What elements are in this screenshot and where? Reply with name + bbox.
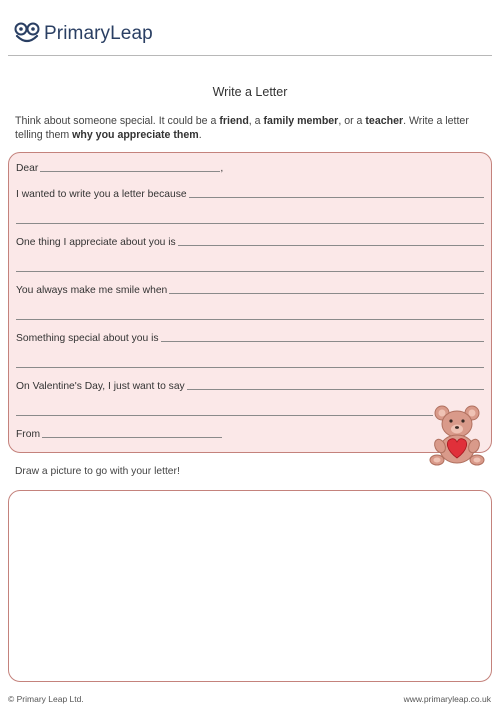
prompt-2-label: One thing I appreciate about you is bbox=[16, 237, 176, 248]
dear-label: Dear bbox=[16, 163, 39, 174]
keyword-teacher: teacher bbox=[365, 115, 404, 127]
prompt-5-label: On Valentine's Day, I just want to say bbox=[16, 381, 185, 392]
header-divider bbox=[8, 55, 492, 56]
prompt-1-blank[interactable] bbox=[189, 196, 484, 198]
prompt-3-blank[interactable] bbox=[169, 292, 484, 294]
prompt-row-5[interactable] bbox=[16, 381, 484, 392]
prompt-4-label: Something special about you is bbox=[16, 333, 159, 344]
prompt-5-blank[interactable] bbox=[187, 388, 484, 390]
brand-logo bbox=[14, 20, 153, 48]
prompt-3-label: You always make me smile when bbox=[16, 285, 168, 296]
writing-line[interactable] bbox=[16, 415, 433, 416]
teddy-bear-heart-icon bbox=[428, 404, 486, 466]
dear-comma: , bbox=[220, 163, 224, 174]
prompt-row-2[interactable] bbox=[16, 237, 484, 248]
prompt-row-3[interactable] bbox=[16, 285, 484, 296]
writing-line[interactable] bbox=[16, 319, 484, 320]
instructions: Think about someone special. It could be a friend, a family member, or a teacher. Write a letter telling them why you appreciate them. bbox=[15, 115, 469, 141]
keyword-appreciate: why you appreciate them bbox=[72, 129, 199, 141]
frog-icon bbox=[14, 22, 40, 46]
from-blank[interactable] bbox=[42, 436, 222, 438]
drawing-instruction: Draw a picture to go with your letter! bbox=[15, 466, 180, 477]
writing-line[interactable] bbox=[16, 223, 484, 224]
prompt-row-1[interactable] bbox=[16, 189, 484, 200]
footer-copyright: © Primary Leap Ltd. bbox=[8, 694, 84, 704]
writing-line[interactable] bbox=[16, 367, 484, 368]
writing-line[interactable] bbox=[16, 271, 484, 272]
letter-panel bbox=[8, 152, 492, 453]
from-label: From bbox=[16, 429, 41, 440]
brand-name: PrimaryLeap bbox=[44, 23, 153, 44]
keyword-family-member: family member bbox=[263, 115, 339, 127]
drawing-area[interactable] bbox=[8, 490, 492, 682]
prompt-1-label: I wanted to write you a letter because bbox=[16, 189, 187, 200]
page-title: Write a Letter bbox=[212, 85, 288, 99]
dear-row[interactable] bbox=[16, 163, 484, 174]
keyword-friend: friend bbox=[219, 115, 249, 127]
from-row[interactable] bbox=[16, 429, 222, 440]
prompt-row-4[interactable] bbox=[16, 333, 484, 344]
footer-website-link[interactable]: www.primaryleap.co.uk bbox=[403, 694, 491, 704]
prompt-2-blank[interactable] bbox=[178, 244, 484, 246]
prompt-4-blank[interactable] bbox=[161, 340, 484, 342]
dear-blank[interactable] bbox=[40, 170, 220, 172]
